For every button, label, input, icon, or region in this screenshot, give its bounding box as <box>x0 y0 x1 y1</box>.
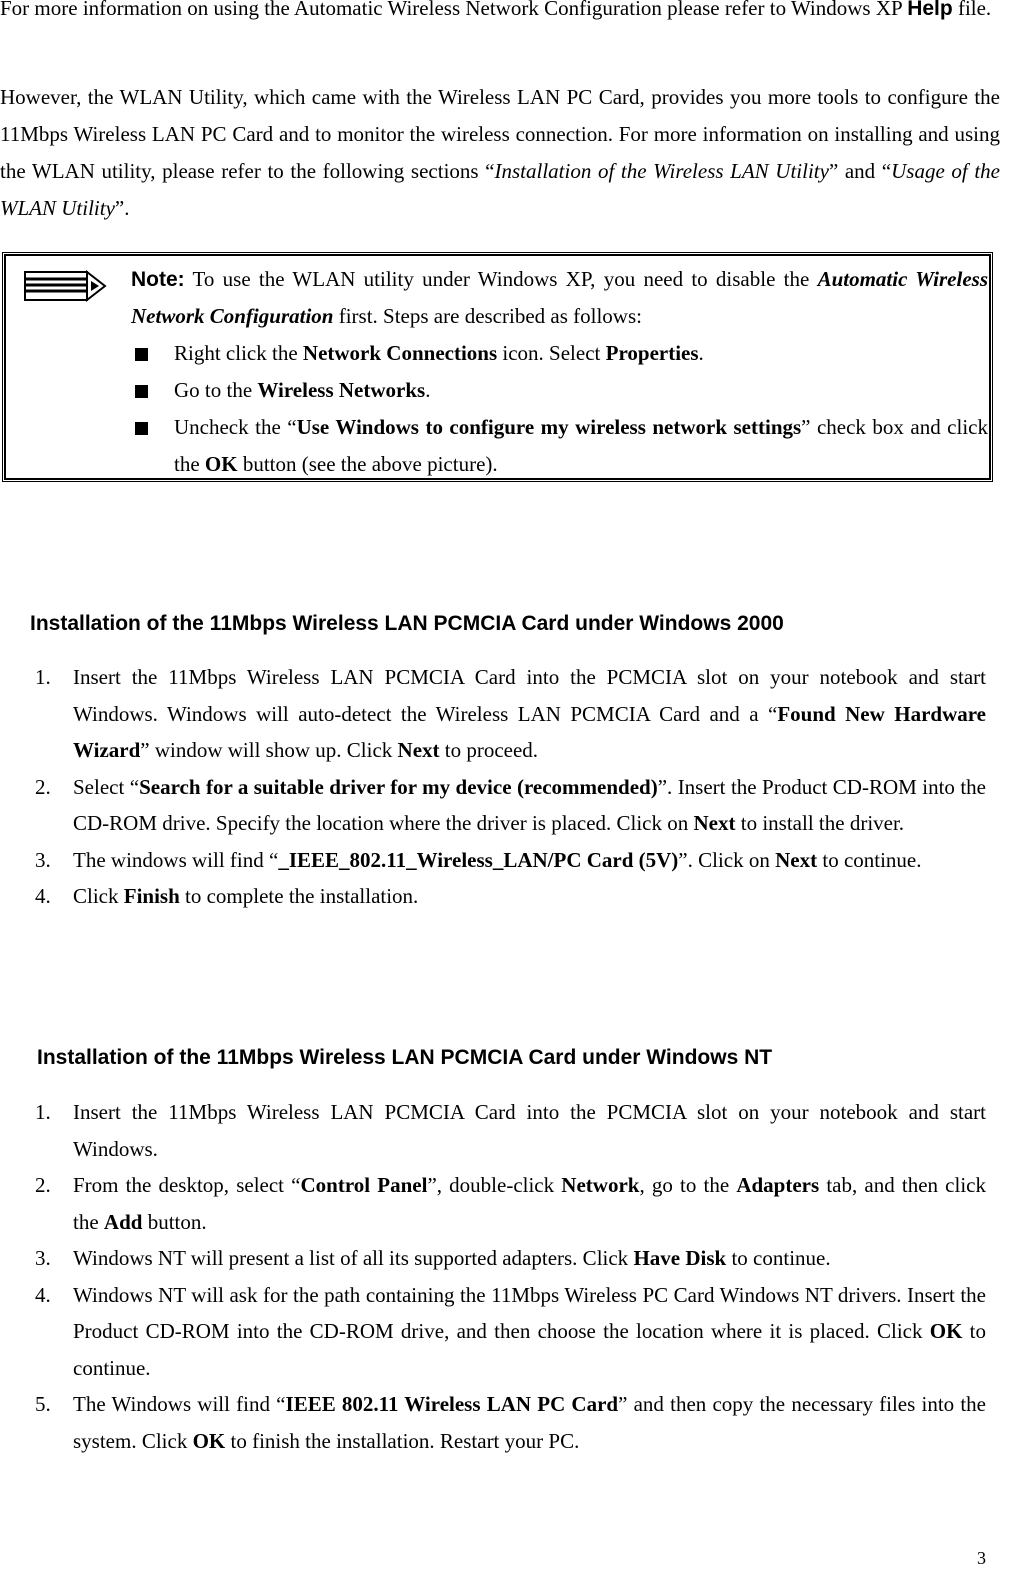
step-bold: Search for a suitable driver for my device (recommended) <box>139 774 658 799</box>
step-text: Click <box>73 884 124 908</box>
step-text: Windows NT will ask for the path containing the 11Mbps Wireless PC Card Windows NT drivers. Insert the Product CD-ROM into the CD-ROM drive, and then choose the location where it is placed. Click <box>73 1282 986 1343</box>
step-item <box>35 1240 986 1277</box>
step-number: 4. <box>35 884 51 908</box>
step-number: 5. <box>35 1392 51 1416</box>
section-reference: Usage of the WLAN Utility <box>0 159 1000 220</box>
step-text: to install the driver. <box>735 811 905 835</box>
step-text: From the desktop, select “ <box>73 1173 301 1197</box>
page-number: 3 <box>977 1548 986 1568</box>
section-reference: Installation of the Wireless LAN Utility <box>494 159 829 183</box>
step-item <box>35 769 986 842</box>
intro-paragraph-help <box>0 0 1000 27</box>
intro-paragraph-wlan-utility <box>0 79 1000 227</box>
intro-text: For more information on using the Automatic Wireless Network Configuration please refer to Windows XP <box>0 0 908 20</box>
step-item <box>35 1386 986 1459</box>
bullet-bold: Network Connections <box>302 341 498 365</box>
bullet-text: Uncheck the “ <box>174 415 297 439</box>
step-item <box>35 1277 986 1387</box>
step-bold: OK <box>929 1319 963 1343</box>
bullet-text: Go to the <box>174 378 258 402</box>
step-number: 3. <box>35 847 51 872</box>
bullet-text: icon. Select <box>497 341 606 365</box>
bullet-text: button (see the above picture). <box>237 452 498 476</box>
step-bold: Found New Hardware Wizard <box>73 701 986 762</box>
step-bold: IEEE 802.11 Wireless LAN PC Card <box>285 1392 619 1416</box>
step-text: to continue. <box>726 1246 831 1270</box>
bullet-text: Right click the <box>174 341 303 365</box>
step-bold: Next <box>397 738 440 762</box>
step-text: Insert the 11Mbps Wireless LAN PCMCIA Card into the PCMCIA slot on your notebook and start Windows. Windows will auto-detect the Wireless LAN PCMCIA Card and a “ <box>73 665 986 726</box>
bullet-text: ” check box and click the <box>174 415 988 476</box>
step-text: ”, double-click <box>427 1173 562 1197</box>
step-bold: Add <box>103 1209 143 1234</box>
step-bold: Have Disk <box>633 1246 727 1270</box>
step-bold: OK <box>192 1428 226 1453</box>
note-text <box>131 261 988 483</box>
step-text: ” window will show up. Click <box>140 738 398 762</box>
bullet-bold: Properties <box>605 341 699 365</box>
bullet-bold: OK <box>204 452 238 476</box>
note-text-part: first. Steps are described as follows: <box>333 304 642 328</box>
bullet-square-icon <box>135 385 148 398</box>
bullet-text: . <box>425 378 431 402</box>
step-number: 3. <box>35 1246 51 1270</box>
note-label: Note: <box>131 268 185 291</box>
step-text: to continue. <box>817 847 922 872</box>
step-text: ” and then copy the necessary files into the system. Click <box>73 1392 986 1453</box>
intro-text: ”. <box>114 196 130 220</box>
section-heading-windows-2000: Installation of the 11Mbps Wireless LAN PCMCIA Card under Windows 2000 <box>30 612 784 635</box>
step-text: Select “ <box>73 774 140 799</box>
bullet-square-icon <box>135 348 148 361</box>
step-bold: Network <box>561 1173 640 1197</box>
step-text: Windows NT will present a list of all its supported adapters. Click <box>73 1246 634 1270</box>
step-text: to finish the installation. Restart your PC. <box>225 1428 580 1453</box>
step-text: ”. Click on <box>678 847 776 872</box>
step-number: 2. <box>35 774 51 799</box>
note-feature-name: Automatic Wireless Network Configuration <box>131 267 988 328</box>
step-item <box>35 842 986 879</box>
step-number: 1. <box>35 1100 51 1124</box>
intro-text: ” and “ <box>828 159 892 183</box>
step-number: 2. <box>35 1173 51 1197</box>
bullet-square-icon <box>135 422 148 435</box>
step-item <box>35 659 986 769</box>
step-bold: Finish <box>123 884 180 908</box>
step-text: button. <box>142 1209 207 1234</box>
note-text-part: To use the WLAN utility under Windows XP, you need to disable the <box>184 267 818 291</box>
step-item <box>35 1167 986 1240</box>
step-text: The Windows will find “ <box>73 1392 286 1416</box>
step-number: 1. <box>35 665 51 689</box>
note-bullet <box>131 409 988 483</box>
note-bullet <box>131 335 988 372</box>
step-text: to complete the installation. <box>179 884 419 908</box>
step-bold: _IEEE_802.11_Wireless_LAN/PC Card (5V) <box>278 847 679 872</box>
step-text: to proceed. <box>439 738 539 762</box>
help-term: Help <box>907 0 953 20</box>
bullet-bold: Use Windows to configure my wireless network settings <box>296 415 802 439</box>
steps-list-windows-nt <box>35 1094 986 1459</box>
step-bold: Adapters <box>736 1173 820 1197</box>
step-bold: Next <box>693 811 736 835</box>
step-bold: Next <box>775 847 818 872</box>
intro-text: file. <box>952 0 992 20</box>
step-text: ”. Insert the Product CD-ROM into the CD-ROM drive. Specify the location where the driver is placed. Click on <box>73 774 987 835</box>
step-item <box>35 878 986 915</box>
step-number: 4. <box>35 1282 51 1307</box>
note-bullet <box>131 372 988 409</box>
section-heading-windows-nt: Installation of the 11Mbps Wireless LAN PCMCIA Card under Windows NT <box>37 1046 773 1069</box>
intro-text: However, the WLAN Utility, which came with the Wireless LAN PC Card, provides you more tools to configure the 11Mbps Wireless LAN PC Card and to monitor the wireless connection. For more information on installing and using the WLAN utility, please refer to the following sections “ <box>0 85 1000 183</box>
bullet-text: . <box>698 341 704 365</box>
bullet-bold: Wireless Networks <box>257 378 426 402</box>
note-intro <box>131 261 988 335</box>
step-text: Insert the 11Mbps Wireless LAN PCMCIA Card into the PCMCIA slot on your notebook and start Windows. <box>73 1100 986 1161</box>
note-arrow-icon <box>23 269 111 303</box>
step-bold: Control Panel <box>300 1173 428 1197</box>
step-text: tab, and then click the <box>73 1173 986 1234</box>
steps-list-windows-2000 <box>35 659 986 915</box>
step-text: to continue. <box>73 1319 986 1380</box>
step-text: , go to the <box>639 1173 737 1197</box>
note-box <box>2 252 993 482</box>
step-text: The windows will find “ <box>73 847 279 872</box>
step-item <box>35 1094 986 1167</box>
